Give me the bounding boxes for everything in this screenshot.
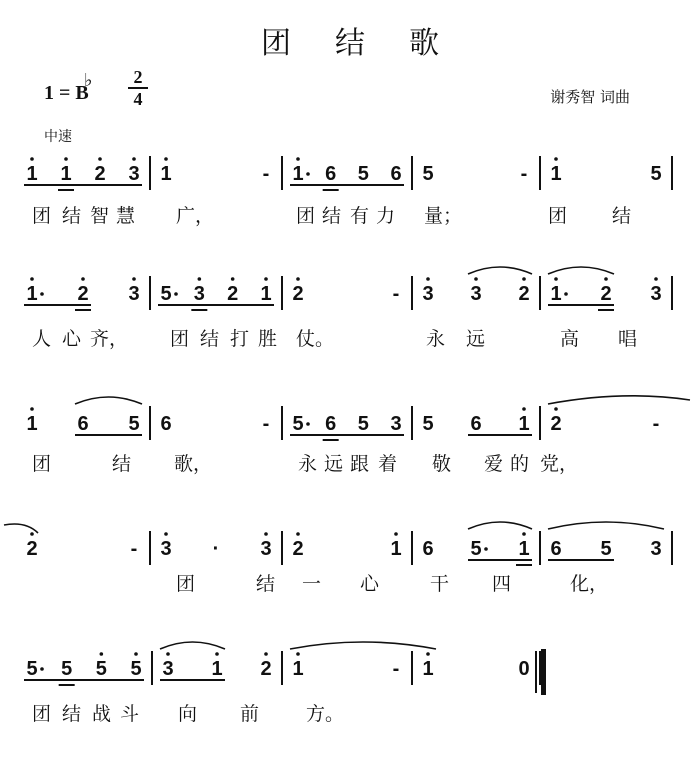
octave-dot xyxy=(30,532,34,536)
lyric: 齐， xyxy=(90,328,129,350)
lyric: 慧 xyxy=(116,205,136,227)
lyric: 一 xyxy=(302,573,322,595)
note: 5 xyxy=(650,163,662,185)
octave-dot xyxy=(296,277,300,281)
note: 5 xyxy=(26,658,38,680)
octave-dot xyxy=(164,532,168,536)
note: 2 xyxy=(26,538,38,560)
note: 2 xyxy=(77,283,89,305)
octave-dot xyxy=(394,532,398,536)
octave-dot xyxy=(604,277,608,281)
lyric: 结 xyxy=(322,205,342,227)
octave-dot xyxy=(64,157,68,161)
note: 3 xyxy=(128,163,140,185)
note: 5 xyxy=(357,413,369,435)
lyric: 团 xyxy=(176,573,196,595)
octave-dot xyxy=(554,407,558,411)
augmentation-dot xyxy=(484,547,488,551)
augmentation-dot xyxy=(174,292,178,296)
slur xyxy=(160,642,225,649)
lyric: 心 xyxy=(62,328,82,350)
octave-dot xyxy=(132,157,136,161)
note: 1 xyxy=(518,413,530,435)
note: · xyxy=(212,538,220,560)
note: 6 xyxy=(550,538,562,560)
octave-dot xyxy=(132,277,136,281)
lyric: 结 xyxy=(200,328,220,350)
octave-dot xyxy=(264,277,268,281)
note: 3 xyxy=(390,413,402,435)
lyric: 唱 xyxy=(618,328,638,350)
note: 3 xyxy=(650,538,662,560)
lyric: 打 xyxy=(230,328,250,350)
octave-dot xyxy=(426,277,430,281)
lyric: 团 xyxy=(32,205,52,227)
note: 5 xyxy=(128,413,140,435)
slur xyxy=(468,267,532,274)
note: 6 xyxy=(422,538,434,560)
lyric: 的 xyxy=(510,453,530,475)
final-bar xyxy=(541,649,546,695)
lyric: 向 xyxy=(178,703,198,725)
note: 2 xyxy=(550,413,562,435)
lyric: 量； xyxy=(424,205,463,227)
slur xyxy=(290,642,436,649)
page-title: 团结歌 xyxy=(261,26,483,61)
octave-dot xyxy=(296,652,300,656)
lyric: 方。 xyxy=(306,703,345,725)
note: 6 xyxy=(77,413,89,435)
lyric: 团 xyxy=(170,328,190,350)
note: 5 xyxy=(600,538,612,560)
lyric: 智 xyxy=(90,205,110,227)
note: - xyxy=(262,163,270,185)
octave-dot xyxy=(264,532,268,536)
lyric: 斗 xyxy=(120,703,140,725)
octave-dot xyxy=(81,277,85,281)
augmentation-dot xyxy=(306,172,310,176)
lyric: 干 xyxy=(430,573,450,595)
meter-top: 2 xyxy=(133,67,143,87)
lyric: 永 xyxy=(426,328,446,350)
note: - xyxy=(392,283,400,305)
octave-dot xyxy=(215,652,219,656)
key-signature: 1 = B xyxy=(44,82,89,104)
note: - xyxy=(130,538,138,560)
note: 5 xyxy=(422,413,434,435)
octave-dot xyxy=(264,652,268,656)
lyric: 人 xyxy=(32,328,52,350)
lyric: 结 xyxy=(62,703,82,725)
note: 2 xyxy=(292,538,304,560)
note: - xyxy=(652,413,660,435)
note: 3 xyxy=(193,283,205,305)
note: 2 xyxy=(227,283,239,305)
tempo-marking: 中速 xyxy=(44,129,72,145)
octave-dot xyxy=(134,652,138,656)
lyric: 结 xyxy=(612,205,632,227)
slur xyxy=(548,267,614,274)
note: 3 xyxy=(650,283,662,305)
note: 1 xyxy=(292,163,304,185)
note: 3 xyxy=(470,283,482,305)
octave-dot xyxy=(296,157,300,161)
slur xyxy=(468,522,532,529)
note: 1 xyxy=(260,283,272,305)
lyric: 前 xyxy=(240,703,260,725)
lyric: 有 xyxy=(350,205,370,227)
lyric: 永 xyxy=(298,453,318,475)
augmentation-dot xyxy=(40,292,44,296)
octave-dot xyxy=(231,277,235,281)
author-credit: 谢秀智 词曲 xyxy=(550,88,630,106)
octave-dot xyxy=(522,277,526,281)
lyric: 敬 xyxy=(432,453,452,475)
note: 6 xyxy=(325,413,337,435)
note: 6 xyxy=(325,163,337,185)
octave-dot xyxy=(426,652,430,656)
lyric: 结 xyxy=(256,573,276,595)
lyric: 歌， xyxy=(174,453,213,475)
note: - xyxy=(262,413,270,435)
octave-dot xyxy=(198,277,202,281)
octave-dot xyxy=(296,532,300,536)
note: 5 xyxy=(422,163,434,185)
note: 1 xyxy=(160,163,172,185)
note: 1 xyxy=(550,163,562,185)
note: 1 xyxy=(518,538,530,560)
note: 2 xyxy=(600,283,612,305)
lyric: 团 xyxy=(32,453,52,475)
lyric: 团 xyxy=(296,205,316,227)
lyric: 仗。 xyxy=(296,328,335,350)
lyric: 党， xyxy=(540,453,579,475)
lyric: 四 xyxy=(492,573,512,595)
note: 5 xyxy=(357,163,369,185)
lyric: 心 xyxy=(360,573,380,595)
lyric: 团 xyxy=(548,205,568,227)
note: 6 xyxy=(390,163,402,185)
note: 1 xyxy=(390,538,402,560)
note: 2 xyxy=(94,163,106,185)
note: 1 xyxy=(26,163,38,185)
slur xyxy=(548,522,664,529)
tie xyxy=(4,524,38,533)
note: 1 xyxy=(211,658,223,680)
octave-dot xyxy=(30,157,34,161)
octave-dot xyxy=(522,532,526,536)
lyric: 广， xyxy=(176,205,215,227)
octave-dot xyxy=(100,652,104,656)
lyric: 着 xyxy=(378,453,398,475)
note: 2 xyxy=(292,283,304,305)
lyric: 高 xyxy=(560,328,580,350)
octave-dot xyxy=(474,277,478,281)
note: 1 xyxy=(26,283,38,305)
note: 1 xyxy=(422,658,434,680)
note: 1 xyxy=(60,163,72,185)
augmentation-dot xyxy=(40,667,44,671)
augmentation-dot xyxy=(306,422,310,426)
lyric: 团 xyxy=(32,703,52,725)
note: - xyxy=(520,163,528,185)
tie xyxy=(548,396,690,404)
octave-dot xyxy=(554,277,558,281)
octave-dot xyxy=(30,277,34,281)
note: 5 xyxy=(160,283,172,305)
note: 2 xyxy=(518,283,530,305)
meter-bottom: 4 xyxy=(133,89,143,109)
lyric: 战 xyxy=(92,703,112,725)
note: 0 xyxy=(518,658,530,680)
slur xyxy=(75,397,142,404)
lyric: 爱 xyxy=(484,453,504,475)
octave-dot xyxy=(30,407,34,411)
note: 5 xyxy=(95,658,107,680)
note: 5 xyxy=(470,538,482,560)
note: 3 xyxy=(160,538,172,560)
note: 1 xyxy=(26,413,38,435)
flat-sign: ♭ xyxy=(84,70,93,91)
note: 1 xyxy=(550,283,562,305)
octave-dot xyxy=(164,157,168,161)
lyric: 化， xyxy=(570,573,609,595)
lyric: 胜 xyxy=(258,328,278,350)
octave-dot xyxy=(166,652,170,656)
octave-dot xyxy=(522,407,526,411)
note: 2 xyxy=(260,658,272,680)
note: 5 xyxy=(292,413,304,435)
lyric: 跟 xyxy=(350,453,370,475)
lyric: 结 xyxy=(112,453,132,475)
octave-dot xyxy=(98,157,102,161)
note: 5 xyxy=(61,658,73,680)
lyric: 力 xyxy=(376,205,396,227)
octave-dot xyxy=(654,277,658,281)
lyric: 远 xyxy=(324,453,344,475)
augmentation-dot xyxy=(564,292,568,296)
note: - xyxy=(392,658,400,680)
lyric: 结 xyxy=(62,205,82,227)
note: 6 xyxy=(470,413,482,435)
note: 1 xyxy=(292,658,304,680)
note: 3 xyxy=(162,658,174,680)
octave-dot xyxy=(554,157,558,161)
note: 3 xyxy=(128,283,140,305)
note: 5 xyxy=(130,658,142,680)
lyric: 远 xyxy=(466,328,486,350)
note: 3 xyxy=(260,538,272,560)
note: 6 xyxy=(160,413,172,435)
note: 3 xyxy=(422,283,434,305)
